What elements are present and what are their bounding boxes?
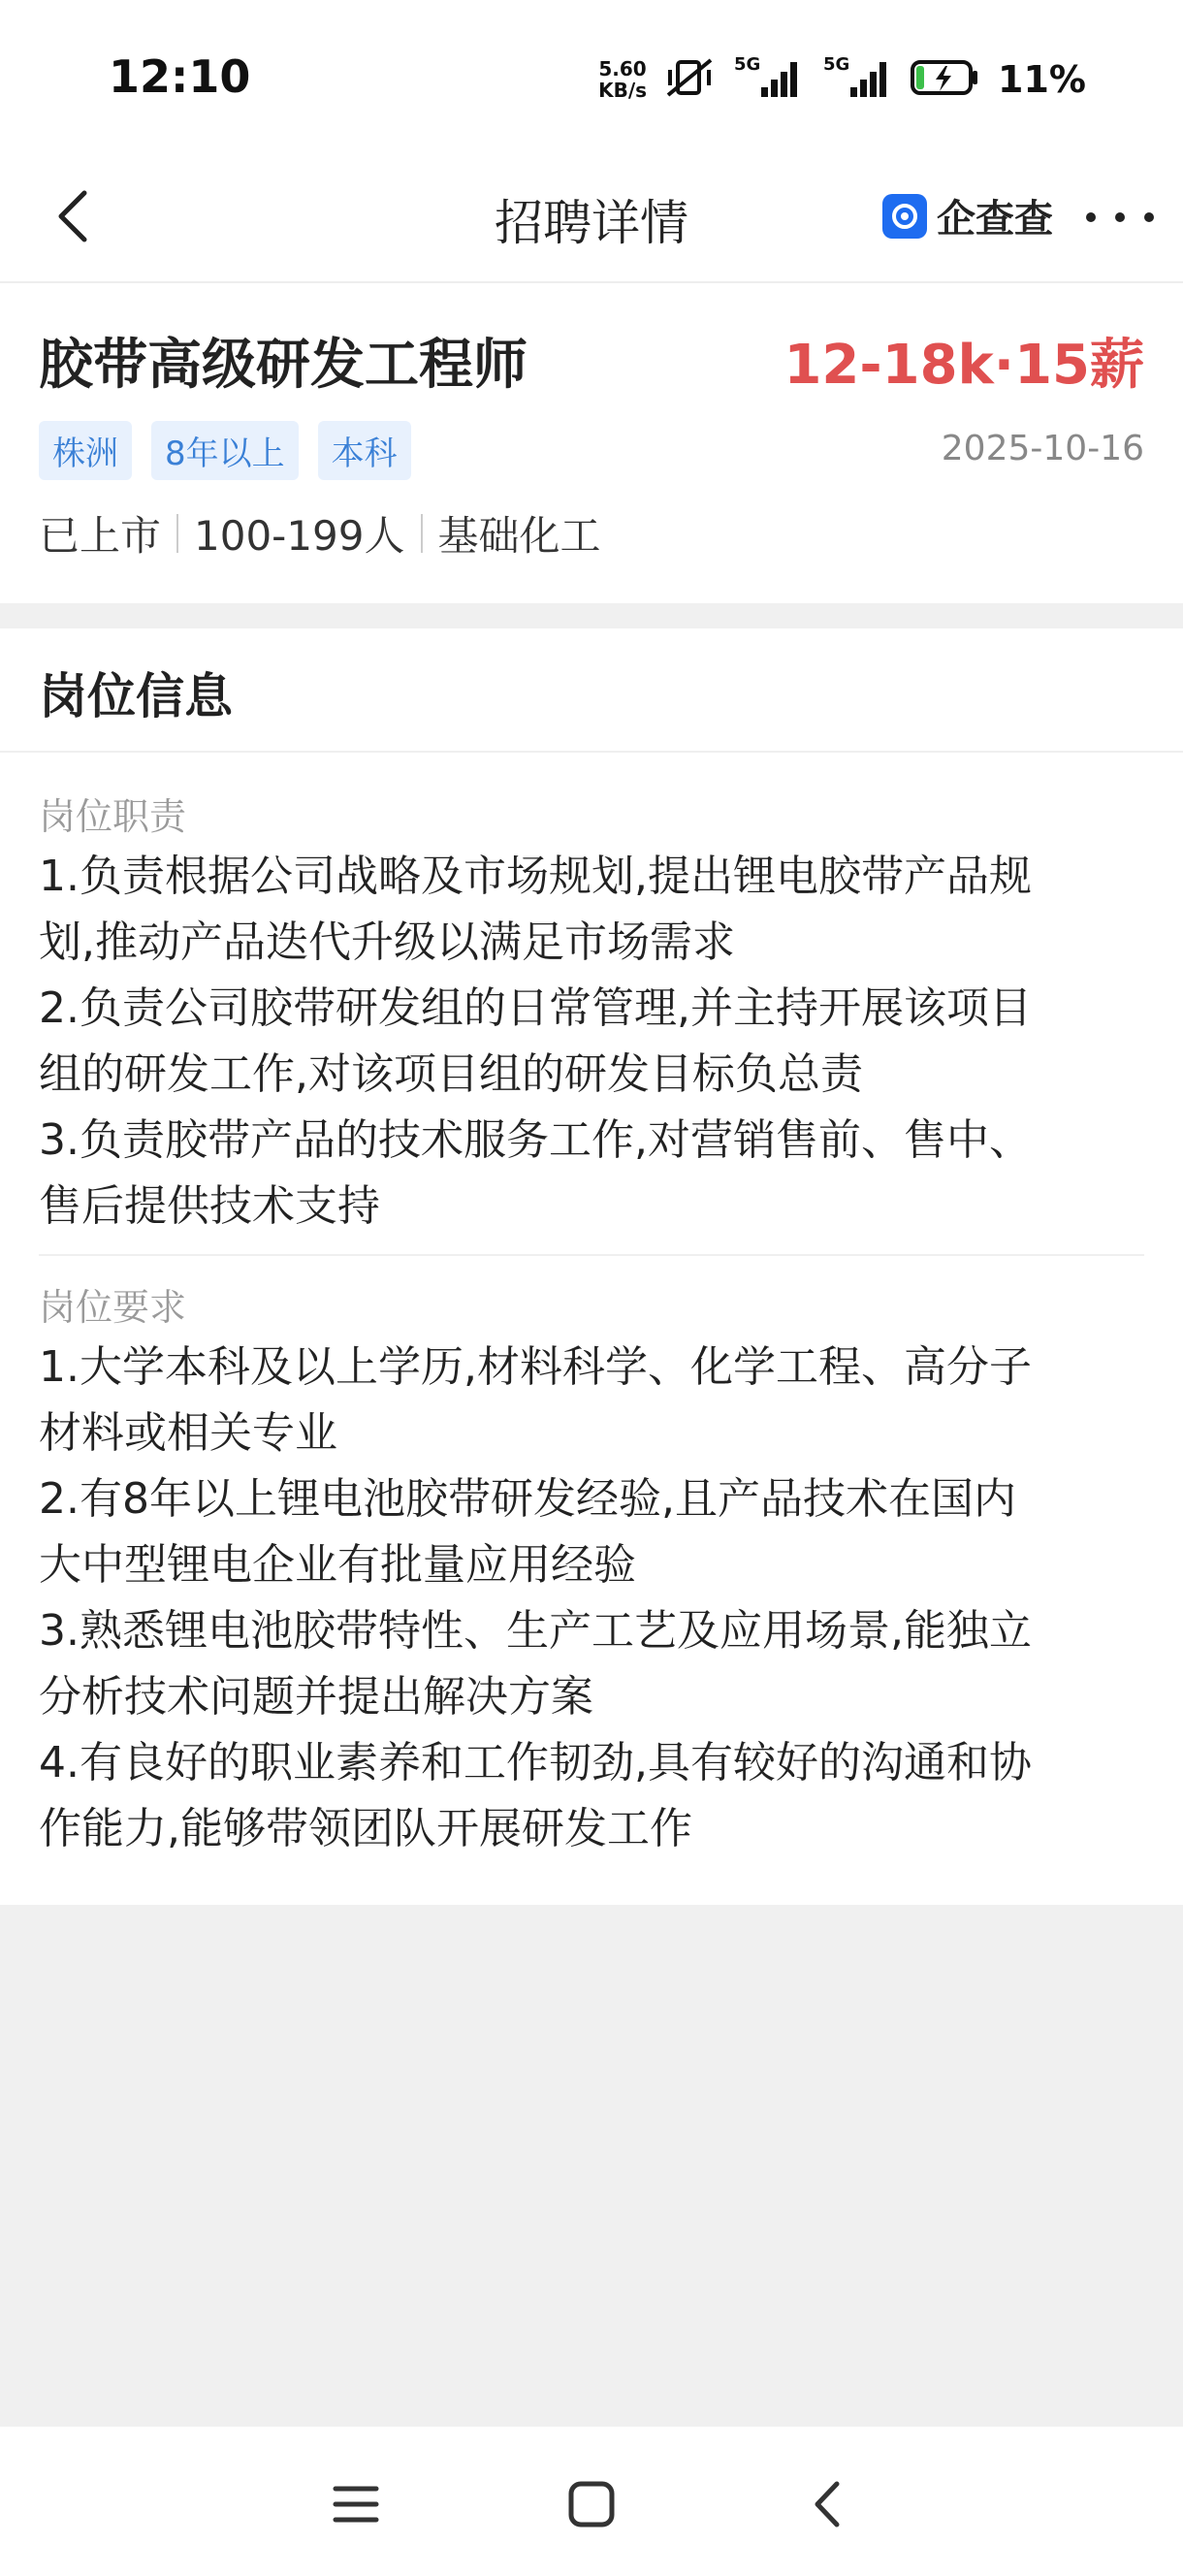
requirements-line: 4.有良好的职业素养和工作韧劲,具有较好的沟通和协 xyxy=(39,1738,1032,1787)
home-button[interactable] xyxy=(558,2475,625,2533)
network-speed xyxy=(598,58,647,101)
company-listing-status: 已上市 xyxy=(39,512,162,560)
requirements-line: 3.熟悉锂电池胶带特性、生产工艺及应用场景,能独立 xyxy=(39,1606,1032,1656)
requirements-line: 作能力,能够带领团队开展研发工作 xyxy=(39,1804,692,1853)
meta-divider xyxy=(176,514,178,553)
battery-charging-icon xyxy=(911,58,980,101)
duties-line: 划,推动产品迭代升级以满足市场需求 xyxy=(39,918,735,967)
duties-section xyxy=(39,789,1144,1240)
system-back-button[interactable] xyxy=(793,2475,861,2533)
signal-5g-icon-2 xyxy=(821,54,893,105)
duties-line: 组的研发工作,对该项目组的研发目标负总责 xyxy=(39,1049,863,1099)
nav-bar xyxy=(0,155,1183,283)
section-heading: 岗位信息 xyxy=(39,668,233,724)
company-industry: 基础化工 xyxy=(437,512,601,560)
requirements-label: 岗位要求 xyxy=(39,1286,187,1329)
job-tags xyxy=(39,421,411,480)
salary: 12-18k·15薪 xyxy=(783,334,1144,397)
requirements-line: 1.大学本科及以上学历,材料科学、化学工程、高分子 xyxy=(39,1342,1032,1392)
battery-percent: 11% xyxy=(998,58,1086,101)
qichacha-label: 企查查 xyxy=(937,197,1053,242)
post-date: 2025-10-16 xyxy=(941,429,1144,468)
company-size: 100-199人 xyxy=(194,512,405,560)
home-square-icon xyxy=(567,2480,616,2528)
duties-line: 售后提供技术支持 xyxy=(39,1181,380,1231)
signal-5g-label-2: 5G xyxy=(823,54,850,75)
tag-education: 本科 xyxy=(318,421,411,480)
position-info-card xyxy=(0,628,1183,1905)
menu-button[interactable] xyxy=(322,2475,390,2533)
more-dot-icon xyxy=(1115,212,1125,222)
duties-text xyxy=(39,844,1144,1240)
tag-experience: 8年以上 xyxy=(151,421,299,480)
requirements-line: 2.有8年以上锂电池胶带研发经验,且产品技术在国内 xyxy=(39,1474,1016,1524)
system-nav-bar xyxy=(0,2427,1183,2576)
duties-line: 1.负责根据公司战略及市场规划,提出锂电胶带产品规 xyxy=(39,852,1032,901)
divider xyxy=(39,1254,1144,1256)
signal-5g-icon xyxy=(732,54,804,105)
status-time: 12:10 xyxy=(109,50,251,103)
duties-label: 岗位职责 xyxy=(39,795,187,838)
page-title: 招聘详情 xyxy=(495,195,688,251)
duties-line: 2.负责公司胶带研发组的日常管理,并主持开展该项目 xyxy=(39,983,1032,1033)
tag-location: 株洲 xyxy=(39,421,132,480)
menu-icon xyxy=(332,2483,380,2526)
more-dot-icon xyxy=(1144,212,1154,222)
qichacha-link[interactable] xyxy=(882,188,1053,243)
requirements-line: 材料或相关专业 xyxy=(39,1408,337,1458)
job-summary-card xyxy=(0,283,1183,603)
status-icons xyxy=(598,50,1086,109)
status-bar xyxy=(0,0,1183,155)
requirements-section xyxy=(39,1280,1144,1862)
qichacha-logo-icon xyxy=(882,194,927,239)
job-title: 胶带高级研发工程师 xyxy=(39,334,528,397)
mute-vibrate-icon xyxy=(664,56,715,103)
divider xyxy=(0,751,1183,753)
requirements-text xyxy=(39,1335,1144,1862)
requirements-line: 大中型锂电企业有批量应用经验 xyxy=(39,1540,636,1590)
more-dot-icon xyxy=(1086,212,1096,222)
network-speed-value: 5.60 xyxy=(598,57,647,80)
network-speed-unit: KB/s xyxy=(598,79,648,102)
more-button[interactable] xyxy=(1086,198,1154,237)
meta-divider xyxy=(421,514,423,553)
company-meta xyxy=(39,504,601,563)
duties-line: 3.负责胶带产品的技术服务工作,对营销售前、售中、 xyxy=(39,1115,1032,1165)
signal-5g-label-1: 5G xyxy=(734,54,761,75)
system-back-icon xyxy=(808,2478,847,2530)
requirements-line: 分析技术问题并提出解决方案 xyxy=(39,1672,593,1722)
